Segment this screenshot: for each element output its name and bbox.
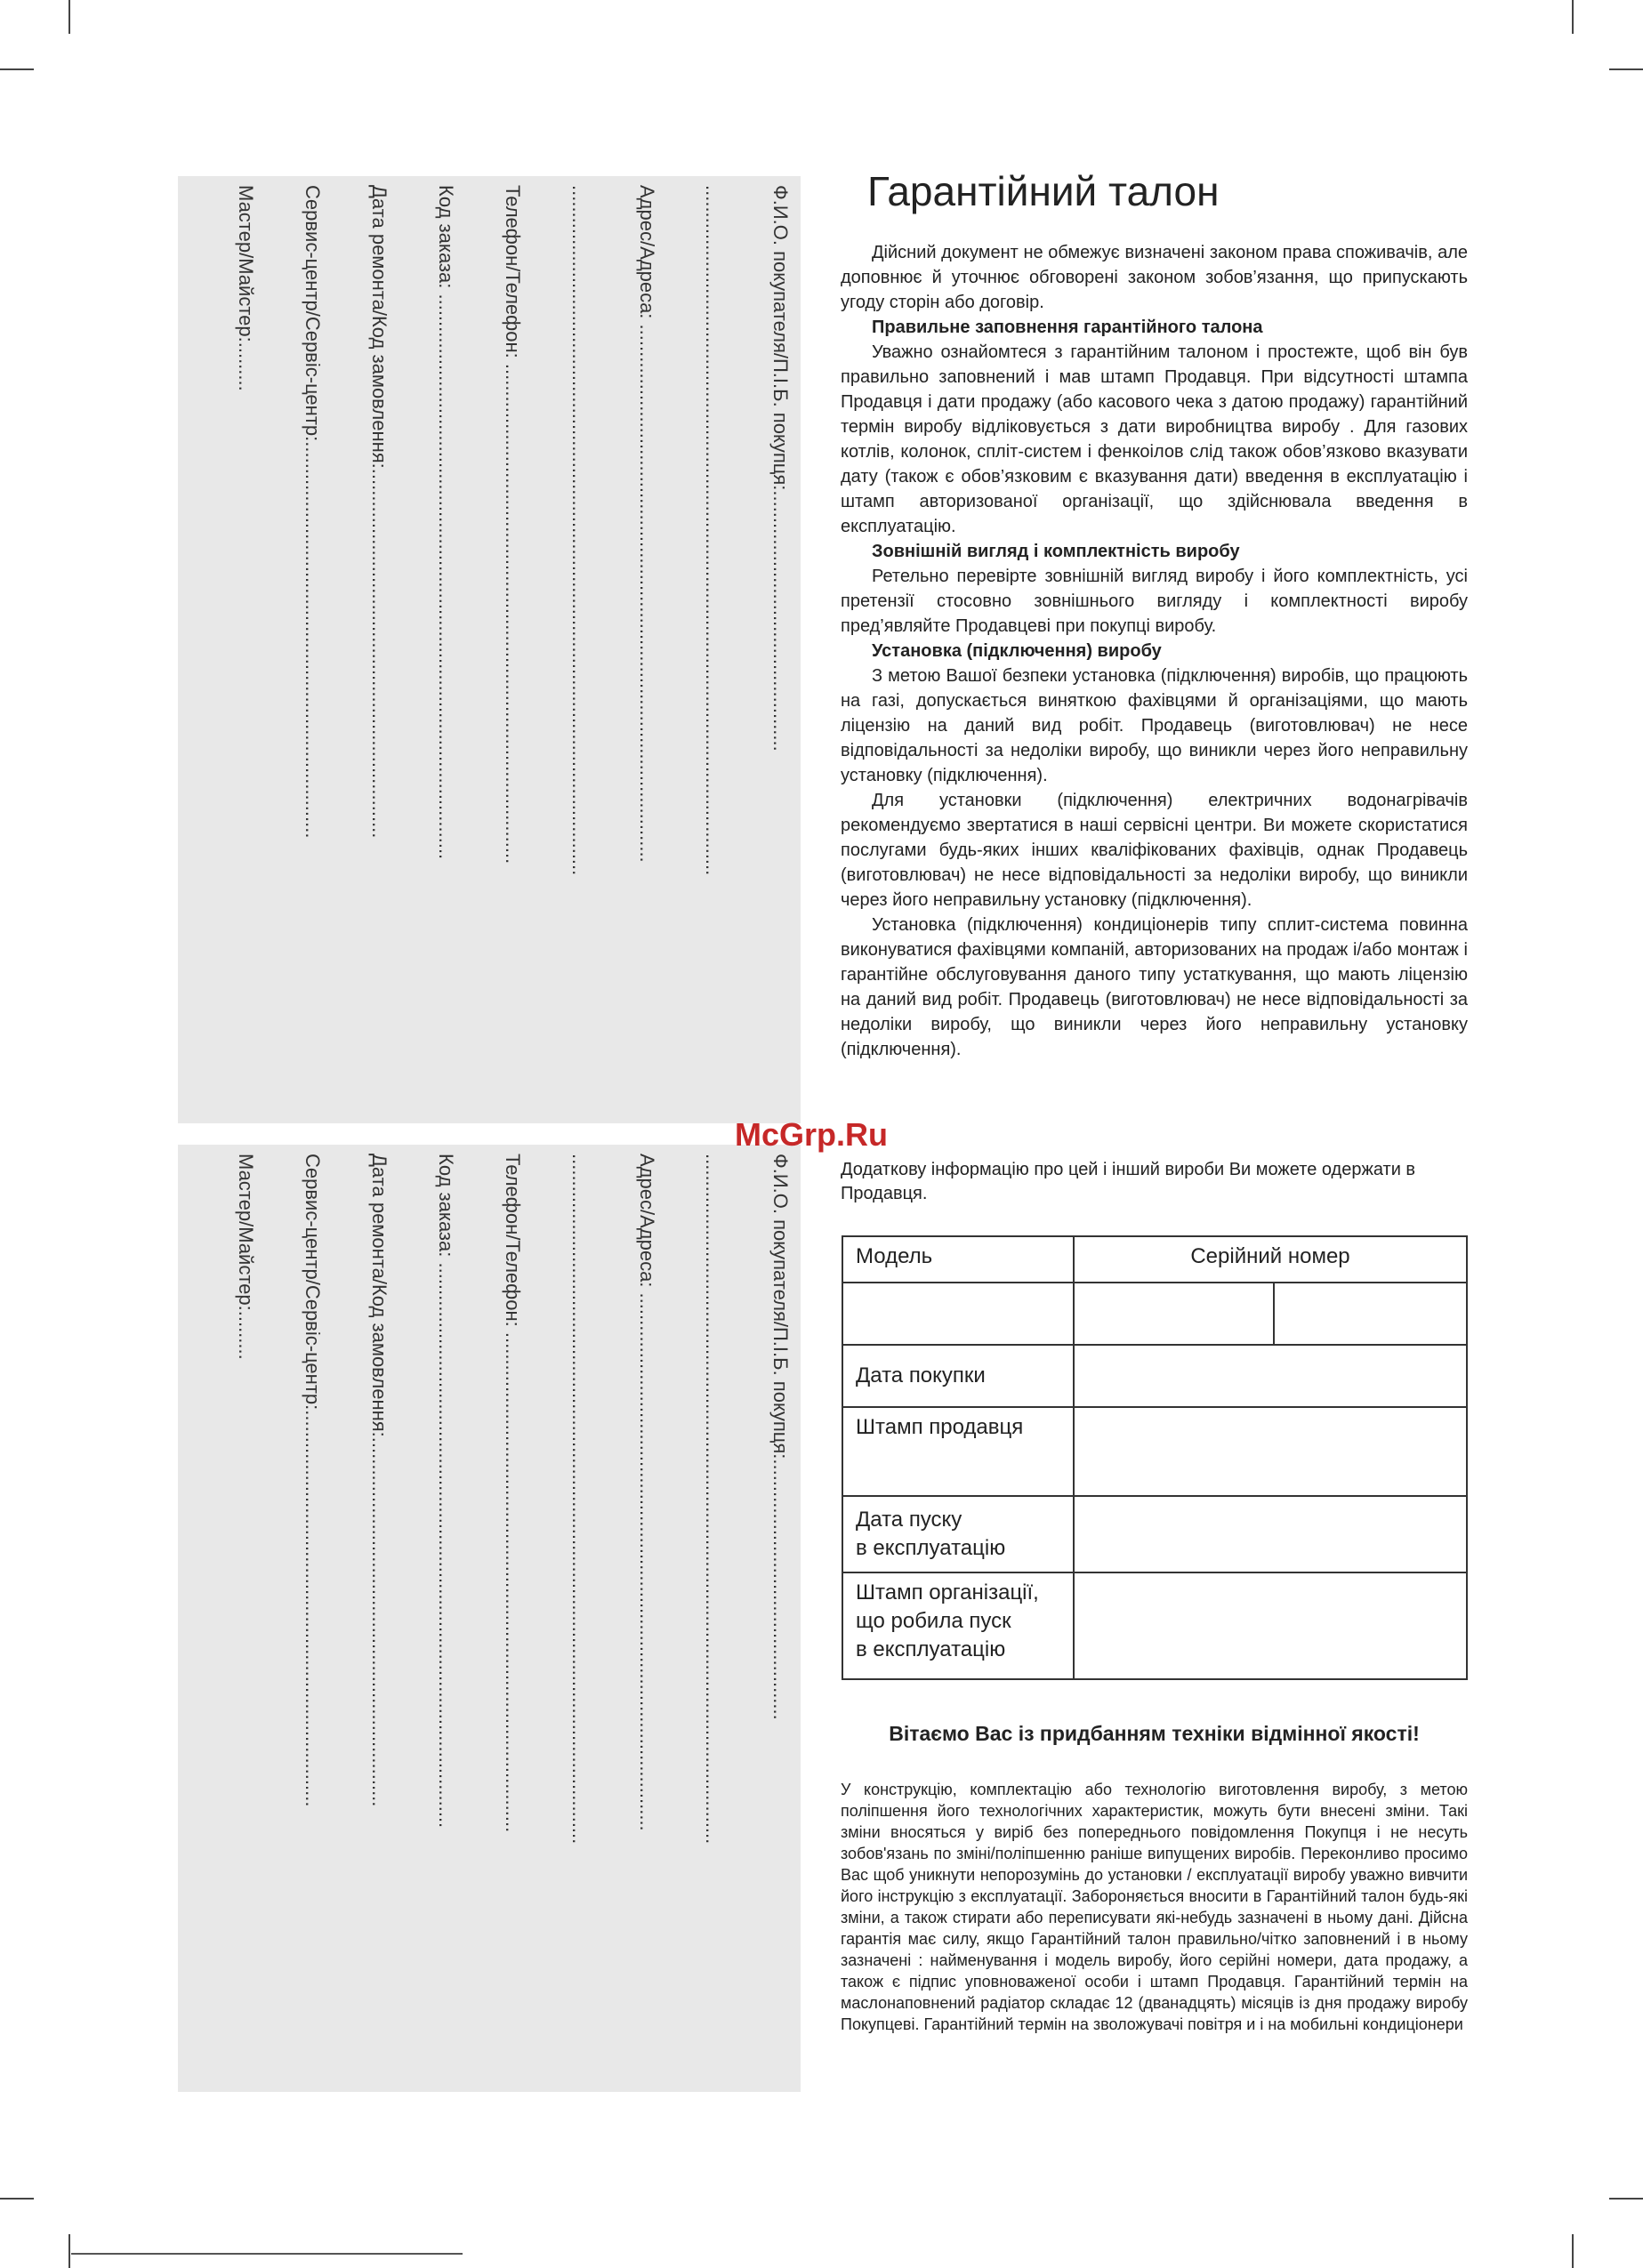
form-line: ...............................................................................................................................	[702, 185, 724, 876]
watermark: McGrp.Ru	[735, 1116, 889, 1153]
seller-stamp-cell[interactable]	[1074, 1407, 1467, 1496]
form-line: Телефон/Телефон: ............................................................................................	[502, 1154, 524, 1833]
form-line: Мастер/Майстер:.........	[235, 1154, 257, 1360]
org-stamp-label: Штамп організації, що робила пуск в експлуатацію	[842, 1572, 1074, 1679]
crop-mark	[1572, 0, 1574, 34]
crop-mark	[1572, 2234, 1574, 2268]
serial-cell-2[interactable]	[1274, 1283, 1467, 1345]
crop-mark	[0, 68, 34, 70]
purchase-date-cell[interactable]	[1074, 1345, 1467, 1407]
repair-form-panel-top	[178, 176, 801, 1123]
form-line: Дата ремонта/Код замовлення:....................................................................	[368, 185, 391, 839]
paragraph: Для установки (підключення) електричних водонагрівачів рекомендуємо звертатися в наші сервісні центри. Ви можете скористатися послугами будь-яких інших кваліфікованих фахівців, однак Продавець (виготовлювач) не несе відповідальності за недоліки виробу, що виникли через його неправильну установку (підключення).	[841, 791, 1468, 910]
page-title: Гарантійний талон	[867, 168, 1220, 214]
seller-stamp-label: Штамп продавця	[842, 1407, 1074, 1496]
form-line: Код заказа: ........................................................................................................	[435, 1154, 457, 1829]
bottom-rule	[71, 2253, 463, 2255]
fine-print: У конструкцію, комплектацію або технологію виготовлення виробу, з метою поліпшення його технологічних характеристик, можуть бути внесені зміни. Такі зміни вносяться у виріб без попереднього повідомлення Покупця і не несуть зобов'язань по зміні/поліпшенню раніше випущених виробів. Переконливо просимо Вас щоб уникнути непорозумінь до установки / експлуатації виробу уважно вивчити його інструкцію з експлуатації. Забороняється вносити в Гарантійний талон будь-які зміни, а також стирати або переписувати які-небудь зазначені в ньому дані. Дійсна гарантія має силу, якщо Гарантійний талон правильно/чітко заповнений і в ньому зазначені : найменування і модель виробу, його серійні номери, дата продажу, а також є підпис уповноваженої особи і штамп Продавця. Гарантійний термін на маслонаповнений радіатор складає 12 (дванадцять) місяців із дня продажу виробу Покупцеві. Гарантійний термін на зволожувачі повітря и і на мобильні кондиціонери	[841, 1781, 1468, 2033]
org-stamp-cell[interactable]	[1074, 1572, 1467, 1679]
form-line: Адрес/Адреса: ...................................................................................................	[636, 1154, 658, 1831]
warranty-table	[842, 1235, 1468, 1680]
start-date-label: Дата пуску в експлуатацію	[842, 1496, 1074, 1572]
purchase-date-label: Дата покупки	[842, 1345, 1074, 1407]
model-label: Модель	[842, 1236, 1074, 1283]
paragraph: Установка (підключення) кондиціонерів типу сплит-система повинна виконуватися фахівцями компаній, авторизованих на продаж і/або монтаж і гарантійне обслуговування даного типу устаткування, що мають ліцензію на даний вид робіт. Продавець (виготовлювач) не несе відповідальності за недоліки виробу, що виникли через його неправильну установку (підключення).	[841, 915, 1468, 1059]
section-heading: Зовнішній вигляд і комплектність виробу	[872, 542, 1240, 561]
form-line: ...............................................................................................................................	[568, 1154, 591, 1845]
form-line: Сервис-центр/Сервіс-центр:.........................................................................	[302, 185, 324, 839]
crop-mark	[1609, 2198, 1643, 2200]
rotated-form	[178, 1145, 801, 2092]
welcome-heading: Вітаємо Вас із придбанням техніки відмінної якості!	[889, 1722, 1420, 1745]
form-line: ...............................................................................................................................	[702, 1154, 724, 1845]
model-cell[interactable]	[842, 1283, 1074, 1345]
serial-cell[interactable]	[1074, 1283, 1274, 1345]
paragraph: З метою Вашої безпеки установка (підключення) виробів, що працюють на газі, допускається виняткою фахівцями й організаціями, що мають ліцензію на даний вид робіт. Продавець (виготовлювач) не несе відповідальності за недоліки виробу, що виникли через його неправильну установку (підключення).	[841, 666, 1468, 785]
form-line: Дата ремонта/Код замовлення:....................................................................	[368, 1154, 391, 1807]
form-line: Ф.И.О. покупателя/П.І.Б. покупця:................................................	[769, 185, 792, 752]
form-line: Телефон/Телефон: ............................................................................................	[502, 185, 524, 865]
form-line: Код заказа: ........................................................................................................	[435, 185, 457, 860]
paragraph: Ретельно перевірте зовнішній вигляд виробу і його комплектність, усі претензії стосовно зовнішнього вигляду і комплектності виробу пред’являйте Продавцеві при покупці виробу.	[841, 567, 1468, 636]
form-line: Сервис-центр/Сервіс-центр:.........................................................................	[302, 1154, 324, 1807]
crop-mark	[0, 2198, 34, 2200]
section-heading: Правильне заповнення гарантійного талона	[872, 318, 1263, 337]
serial-label: Серійний номер	[1074, 1236, 1467, 1283]
paragraph: Уважно ознайомтеся з гарантійним талоном і простежте, щоб він був правильно заповнений і мав штамп Продавця. При відсутності штампа Продавця і дати продажу (або касового чека з датою продажу) гарантійний термін виробу відліковується з дати виробництва виробу . Для газових котлів, колонок, спліт-систем і фенкоілов слід також обов’язково вказувати дату (також є обов’язковим є вказування дати) введення в експлуатацію і штамп авторизованої організації, що здійснювала введення в експлуатацію.	[841, 342, 1468, 536]
crop-mark	[68, 0, 70, 34]
form-line: Мастер/Майстер:.........	[235, 185, 257, 391]
form-line: Ф.И.О. покупателя/П.І.Б. покупця:................................................	[769, 1154, 792, 1720]
crop-mark	[1609, 68, 1643, 70]
info-text: Додаткову інформацію про цей і інший вироби Ви можете одержати в Продавця.	[841, 1160, 1416, 1203]
form-line: Адрес/Адреса: ...................................................................................................	[636, 185, 658, 863]
form-line: ...............................................................................................................................	[568, 185, 591, 876]
repair-form-panel-bottom	[178, 1145, 801, 2092]
crop-mark	[68, 2234, 70, 2268]
intro-paragraph: Дійсний документ не обмежує визначені законом права споживачів, але доповнює й уточнює обговорені законом зобов’язання, що припускають угоду сторін або договір.	[841, 243, 1468, 312]
section-heading: Установка (підключення) виробу	[872, 641, 1162, 661]
rotated-form	[178, 176, 801, 1123]
start-date-cell[interactable]	[1074, 1496, 1467, 1572]
warranty-text	[841, 240, 1468, 1062]
